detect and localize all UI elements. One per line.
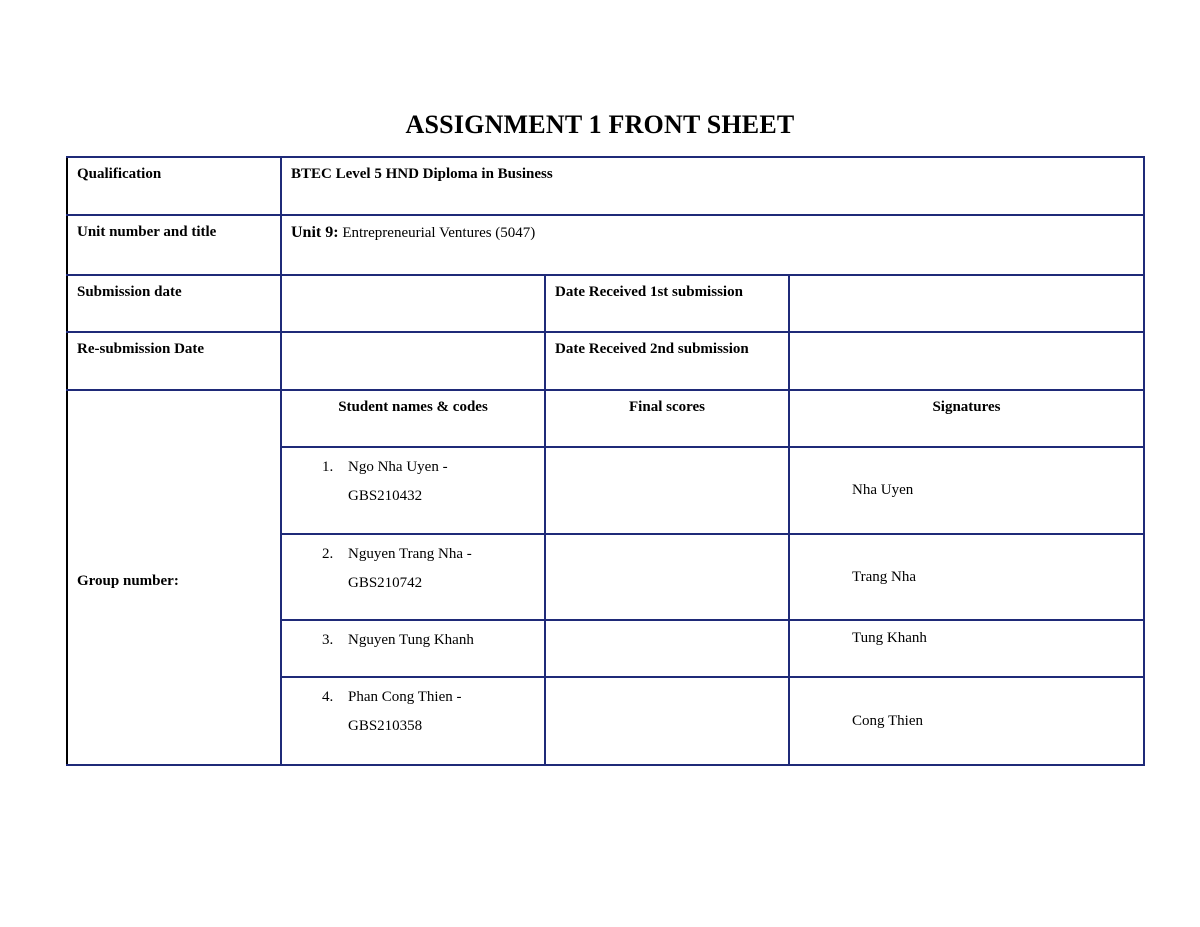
received-2nd-field[interactable] — [789, 332, 1144, 390]
unit-label: Unit number and title — [67, 215, 281, 275]
signature: Nha Uyen — [789, 447, 1144, 534]
signature: Trang Nha — [789, 534, 1144, 620]
qualification-label: Qualification — [67, 157, 281, 215]
student-number: 1. — [322, 459, 334, 475]
received-2nd-label: Date Received 2nd submission — [545, 332, 789, 390]
student-number: 2. — [322, 546, 334, 562]
resubmission-row — [67, 332, 1144, 390]
received-1st-field[interactable] — [789, 275, 1144, 332]
student-code: GBS210742 — [348, 575, 423, 591]
unit-title: Entrepreneurial Ventures (5047) — [342, 225, 536, 241]
qualification-row — [67, 157, 1144, 215]
student-name: Nguyen Tung Khanh — [348, 632, 474, 648]
score-field[interactable] — [545, 620, 789, 677]
submission-row — [67, 275, 1144, 332]
student-number: 4. — [322, 689, 334, 705]
student-name: Nguyen Trang Nha - — [348, 546, 472, 562]
student-code: GBS210358 — [348, 718, 423, 734]
student-name: Phan Cong Thien - — [348, 689, 462, 705]
signatures-header: Signatures — [789, 390, 1144, 447]
student-cell — [281, 447, 545, 534]
qualification-value: BTEC Level 5 HND Diploma in Business — [281, 157, 1144, 215]
submission-label: Submission date — [67, 275, 281, 332]
resubmission-label: Re-submission Date — [67, 332, 281, 390]
submission-date-field[interactable] — [281, 275, 545, 332]
unit-row — [67, 215, 1144, 275]
received-1st-label: Date Received 1st submission — [545, 275, 789, 332]
unit-value — [281, 215, 1144, 275]
signature: Cong Thien — [789, 677, 1144, 765]
scores-header: Final scores — [545, 390, 789, 447]
student-number: 3. — [322, 632, 334, 648]
unit-number: Unit 9: — [291, 224, 339, 241]
student-code: GBS210432 — [348, 488, 423, 504]
signature: Tung Khanh — [789, 620, 1144, 677]
resubmission-date-field[interactable] — [281, 332, 545, 390]
group-number-label: Group number: — [67, 390, 281, 765]
score-field[interactable] — [545, 677, 789, 765]
score-field[interactable] — [545, 447, 789, 534]
student-cell — [281, 677, 545, 765]
student-cell — [281, 620, 545, 677]
page-title: ASSIGNMENT 1 FRONT SHEET — [405, 110, 795, 139]
students-header: Student names & codes — [281, 390, 545, 447]
student-name: Ngo Nha Uyen - — [348, 459, 448, 475]
score-field[interactable] — [545, 534, 789, 620]
student-cell — [281, 534, 545, 620]
front-sheet-table — [66, 156, 1145, 766]
group-header-row — [67, 390, 1144, 447]
